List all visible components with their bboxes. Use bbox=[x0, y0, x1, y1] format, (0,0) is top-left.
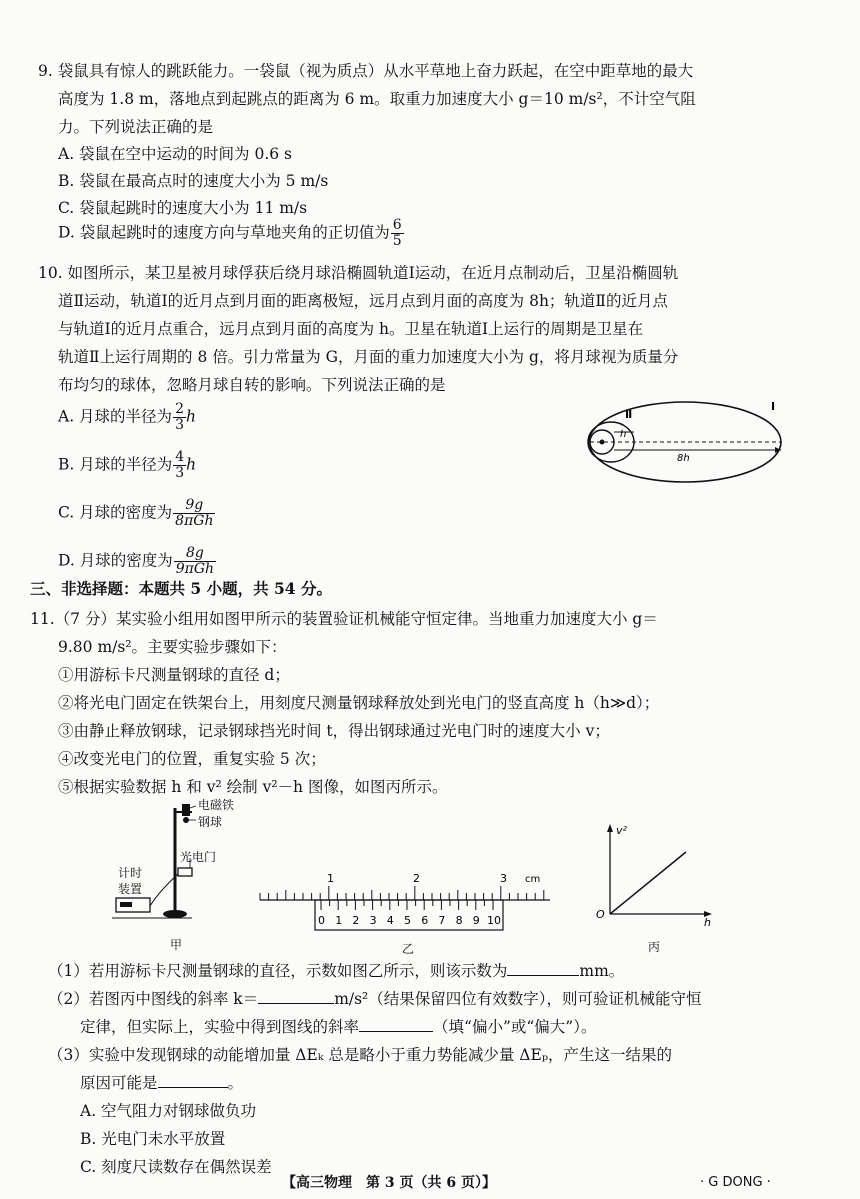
vernier-tick-label: 2 bbox=[352, 914, 360, 927]
bing-ylabel: v² bbox=[616, 824, 627, 837]
figure-yi-vernier bbox=[255, 868, 555, 940]
orbit-figure bbox=[585, 396, 795, 488]
q10-option-c-text: C. 月球的密度为 bbox=[58, 503, 173, 522]
magnet-leader bbox=[190, 806, 196, 808]
timer-display bbox=[120, 902, 132, 907]
q11-step4: ④改变光电门的位置，重复实验 5 次； bbox=[58, 750, 326, 768]
q11-part2-text3: 定律，但实际上，实验中得到图线的斜率 bbox=[80, 1018, 360, 1036]
q10-option-d-text: D. 月球的密度为 bbox=[58, 551, 173, 570]
stand-base bbox=[163, 910, 187, 918]
steel-ball bbox=[183, 817, 189, 823]
q9-option-b: B. 袋鼠在最高点时的速度大小为 5 m/s bbox=[58, 172, 329, 190]
q9-option-d-text: D. 袋鼠起跳时的速度方向与草地夹角的正切值为 bbox=[58, 223, 390, 242]
jia-label-timer1: 计时 bbox=[118, 866, 143, 880]
frac-den: 3 bbox=[175, 417, 184, 433]
q10-option-a bbox=[58, 402, 196, 433]
fig-label-ii: Ⅱ bbox=[625, 408, 633, 421]
q10-option-a-fraction bbox=[173, 402, 186, 433]
q10-line4: 轨道Ⅱ上运行周期的 8 倍。引力常量为 G，月面的重力加速度大小为 g，将月球视为质量分 bbox=[58, 348, 679, 366]
q11-part2 bbox=[48, 988, 702, 1010]
vernier-tick-label: 8 bbox=[455, 914, 463, 927]
vernier-tick-label: 9 bbox=[472, 914, 480, 927]
q11-part2-blank1[interactable] bbox=[258, 989, 334, 1004]
q11-part3-option-c: C. 刻度尺读数存在偶然误差 bbox=[80, 1158, 272, 1176]
q11-part2-text4: （填“偏小”或“偏大”）。 bbox=[433, 1018, 597, 1036]
q10-option-b-tail: h bbox=[186, 455, 197, 474]
q11-part1-blank[interactable] bbox=[507, 961, 579, 976]
frac-num: 2 bbox=[175, 401, 184, 417]
q11-part1-unit: mm。 bbox=[579, 962, 625, 980]
q11-step2: ②将光电门固定在铁架台上，用刻度尺测量钢球释放处到光电门的竖直高度 h（h≫d）； bbox=[58, 694, 660, 712]
bing-fit-line bbox=[610, 852, 686, 914]
q10-option-b-text: B. 月球的半径为 bbox=[58, 455, 173, 474]
section3-heading: 三、非选择题：本题共 5 小题，共 54 分。 bbox=[30, 579, 332, 598]
q10-line1: 10. 如图所示，某卫星被月球俘获后绕月球沿椭圆轨道Ⅰ运动，在近月点制动后，卫星沿椭圆轨 bbox=[38, 264, 679, 282]
q11-part2-blank2[interactable] bbox=[359, 1017, 433, 1032]
vernier-tick-label: 7 bbox=[438, 914, 446, 927]
q11-part2-text: （2）若图丙中图线的斜率 k＝ bbox=[48, 990, 259, 1008]
frac-den: 8πGh bbox=[175, 513, 214, 529]
footer-page-info: 【高三物理 第 3 页（共 6 页）】 bbox=[282, 1175, 496, 1191]
q9-line2: 高度为 1.8 m，落地点到起跳点的距离为 6 m。取重力加速度大小 g＝10 m/s²，不计空气阻 bbox=[58, 90, 696, 108]
vernier-tick-label: 5 bbox=[404, 914, 411, 927]
q10-line2: 道Ⅱ运动，轨道Ⅰ的近月点到月面的距离极短，远月点到月面的高度为 8h；轨道Ⅱ的近月点 bbox=[58, 292, 668, 310]
q11-step3: ③由静止释放钢球，记录钢球挡光时间 t，得出钢球通过光电门时的速度大小 v； bbox=[58, 722, 610, 740]
q9-line3: 力。下列说法正确的是 bbox=[58, 118, 214, 136]
frac-num: 6 bbox=[392, 217, 402, 233]
q10-line5: 布均匀的球体，忽略月球自转的影响。下列说法正确的是 bbox=[58, 376, 446, 394]
jia-label-timer2: 装置 bbox=[118, 882, 143, 896]
fig-label-h: h bbox=[620, 429, 627, 440]
fig-label-i: Ⅰ bbox=[771, 400, 776, 413]
jia-label-gate: 光电门 bbox=[180, 850, 217, 864]
q11-part1-text: （1）若用游标卡尺测量钢球的直径，示数如图乙所示，则该示数为 bbox=[48, 962, 508, 980]
figure-bing-graph bbox=[590, 822, 720, 926]
q11-step5: ⑤根据实验数据 h 和 v² 绘制 v²－h 图像，如图丙所示。 bbox=[58, 778, 448, 796]
q11-step1: ①用游标卡尺测量钢球的直径 d； bbox=[58, 666, 290, 684]
jia-label-magnet: 电磁铁 bbox=[198, 798, 235, 812]
main-scale bbox=[260, 886, 544, 900]
yi-main-tick-2: 2 bbox=[413, 872, 420, 885]
q10-option-c bbox=[58, 498, 215, 529]
frac-num: 8g bbox=[174, 546, 216, 562]
vernier-tick-label: 1 bbox=[335, 914, 343, 927]
q9-option-c: C. 袋鼠起跳时的速度大小为 11 m/s bbox=[58, 199, 308, 217]
yi-main-tick-1: 1 bbox=[327, 872, 334, 885]
q11-line1: 11.（7 分）某实验小组用如图甲所示的装置验证机械能守恒定律。当地重力加速度大小 g＝ bbox=[30, 610, 658, 628]
q10-option-d bbox=[58, 546, 216, 577]
q10-option-a-tail: h bbox=[185, 407, 196, 426]
frac-den: 9πGh bbox=[175, 561, 215, 577]
q10-option-b bbox=[58, 450, 196, 481]
q11-part3-end: 。 bbox=[227, 1074, 244, 1092]
q9-line1: 9. 袋鼠具有惊人的跳跃能力。一袋鼠（视为质点）从水平草地上奋力跃起，在空中距草地的最大 bbox=[38, 62, 694, 80]
q9-option-d-fraction bbox=[391, 218, 404, 249]
vernier-labels bbox=[318, 914, 501, 927]
jia-label-ball: 钢球 bbox=[198, 815, 223, 829]
vernier-tick-label: 0 bbox=[318, 914, 325, 927]
vernier-tick-label: 10 bbox=[487, 914, 501, 927]
bing-caption: 丙 bbox=[648, 940, 661, 954]
vernier-tick-label: 6 bbox=[421, 914, 429, 927]
frac-num: 9g bbox=[173, 498, 215, 514]
yi-main-tick-3: 3 bbox=[500, 872, 507, 885]
fig-label-8h: 8h bbox=[677, 453, 690, 464]
frac-num: 4 bbox=[175, 449, 185, 465]
vernier-tick-label: 3 bbox=[369, 914, 377, 927]
bing-y-arrow bbox=[607, 824, 613, 832]
q11-part2-text2: m/s²（结果保留四位有效数字），则可验证机械能守恒 bbox=[334, 990, 702, 1008]
bing-origin: O bbox=[596, 908, 605, 921]
electromagnet bbox=[182, 804, 190, 816]
q11-part3-blank[interactable] bbox=[158, 1073, 228, 1088]
q10-option-a-text: A. 月球的半径为 bbox=[58, 407, 173, 426]
q9-option-d bbox=[58, 218, 404, 249]
q10-option-c-fraction bbox=[173, 498, 215, 529]
footer-brand: · G DONG · bbox=[700, 1175, 771, 1190]
q11-part3: （3）实验中发现钢球的动能增加量 ΔEₖ 总是略小于重力势能减少量 ΔEₚ，产生这一结果的 bbox=[48, 1046, 673, 1064]
q11-part3-option-b: B. 光电门未水平放置 bbox=[80, 1130, 226, 1148]
q11-line2: 9.80 m/s²。主要实验步骤如下： bbox=[58, 638, 287, 656]
q10-line3: 与轨道Ⅰ的近月点重合，远月点到月面的高度为 h。卫星在轨道Ⅰ上运行的周期是卫星在 bbox=[58, 320, 644, 338]
q11-part1 bbox=[48, 960, 624, 982]
yi-unit: cm bbox=[525, 874, 541, 885]
bing-xlabel: h bbox=[704, 916, 711, 926]
q11-part3-option-a: A. 空气阻力对钢球做负功 bbox=[80, 1102, 257, 1120]
yi-caption: 乙 bbox=[402, 942, 415, 956]
q11-part3-line2 bbox=[80, 1072, 243, 1094]
q9-option-a: A. 袋鼠在空中运动的时间为 0.6 s bbox=[58, 145, 293, 163]
photogate bbox=[178, 868, 192, 876]
vernier-tick-label: 4 bbox=[386, 914, 394, 927]
jia-caption: 甲 bbox=[170, 938, 183, 952]
q11-part3-text: 原因可能是 bbox=[80, 1074, 158, 1092]
frac-den: 3 bbox=[175, 465, 185, 481]
q10-option-d-fraction bbox=[174, 546, 216, 577]
frac-den: 5 bbox=[392, 233, 402, 249]
q10-option-b-fraction bbox=[173, 450, 186, 481]
q11-part2-line2 bbox=[80, 1016, 596, 1038]
vernier-scale bbox=[321, 900, 493, 910]
